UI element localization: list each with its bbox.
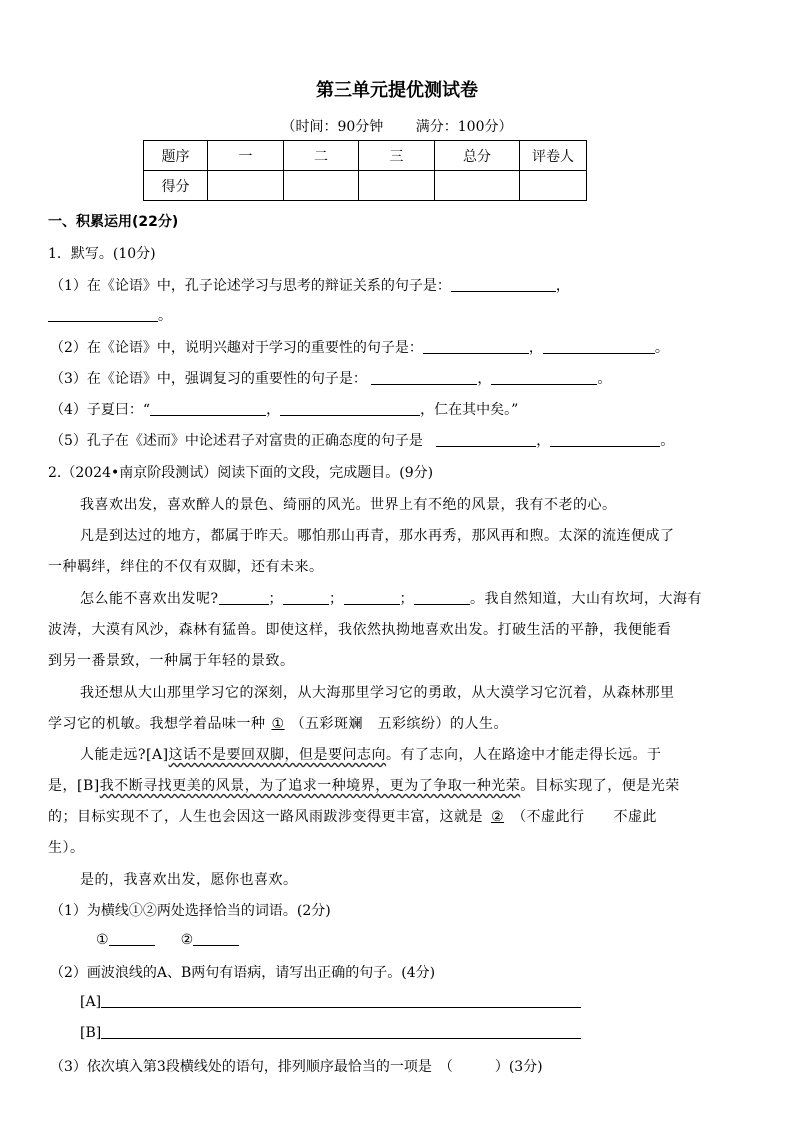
answer-blank[interactable] bbox=[48, 307, 158, 322]
question-2-sub-3: （3）依次填入第3段横线处的语句，排列顺序最恰当的一项是 （ ）(3分) bbox=[50, 1059, 543, 1075]
answer-label: [A] bbox=[80, 994, 102, 1010]
passage-text: ； bbox=[329, 591, 344, 607]
numbered-blank-1[interactable]: ① bbox=[271, 716, 285, 732]
answer-line[interactable] bbox=[101, 1024, 581, 1039]
item-text: 。 bbox=[158, 308, 172, 324]
answer-blank[interactable] bbox=[193, 931, 239, 946]
answer-blank[interactable] bbox=[371, 370, 477, 385]
question-1-item-2 bbox=[50, 337, 669, 357]
answer-label: [B] bbox=[80, 1025, 102, 1041]
exam-info bbox=[0, 116, 794, 136]
passage-paragraph-5-cont bbox=[48, 775, 680, 795]
item-text: （5）孔子在《述而》中论述君子对富贵的正确态度的句子是 bbox=[50, 433, 423, 449]
score-input-cell[interactable] bbox=[359, 171, 435, 201]
passage-text: 。有了志向，人在路途中才能走得长远。于 bbox=[386, 747, 662, 763]
score-header-cell: 三 bbox=[359, 141, 435, 171]
question-2-head: 2.（2024•南京阶段测试）阅读下面的文段，完成题目。(9分) bbox=[48, 465, 434, 481]
passage-text: 怎么能不喜欢出发呢? bbox=[80, 591, 219, 607]
answer-blank[interactable] bbox=[451, 277, 556, 292]
score-input-cell[interactable] bbox=[520, 171, 587, 201]
passage-text: 的；目标实现不了，人生也会因这一路风雨跋涉变得更丰富，这就是 bbox=[48, 809, 483, 825]
page-title: 第三单元提优测试卷 bbox=[316, 80, 478, 101]
full-score-info: 满分：100分） bbox=[415, 119, 513, 135]
answer-blank[interactable] bbox=[344, 590, 400, 605]
item-text: ， bbox=[477, 371, 492, 387]
passage-text: ； bbox=[268, 591, 284, 607]
score-header-cell: 题序 bbox=[144, 141, 208, 171]
question-2-sub-1: （1）为横线①②两处选择恰当的词语。(2分) bbox=[50, 903, 331, 919]
passage-paragraph-2-cont: 一种羁绊，绊住的不仅有双脚，还有未来。 bbox=[48, 559, 324, 575]
wavy-sentence-a: 这话不是要回双脚，但是要问志向 bbox=[168, 747, 387, 763]
item-text: （1）在《论语》中，孔子论述学习与思考的辩证关系的句子是： bbox=[50, 278, 451, 294]
question-2-sub-2-a bbox=[80, 993, 581, 1010]
passage-paragraph-5 bbox=[80, 744, 662, 764]
score-table-score-row bbox=[144, 171, 587, 201]
passage-paragraph-5-cont bbox=[48, 806, 657, 826]
passage-paragraph-4: 我还想从大山那里学习它的深刻，从大海那里学习它的勇敢，从大漠学习它沉着，从森林那里 bbox=[80, 685, 675, 701]
passage-paragraph-3-cont: 到另一番景致，一种属于年轻的景致。 bbox=[48, 653, 295, 669]
item-text: ，仁在其中矣。” bbox=[420, 402, 519, 418]
item-text: 。 bbox=[654, 340, 669, 356]
item-text: ， bbox=[266, 402, 281, 418]
item-text: （4）子夏曰：“ bbox=[50, 402, 151, 418]
score-header-cell: 评卷人 bbox=[520, 141, 587, 171]
answer-blank[interactable] bbox=[414, 590, 470, 605]
passage-text: 是，[B] bbox=[48, 778, 100, 794]
question-1-item-4 bbox=[50, 399, 518, 419]
passage-paragraph-2: 凡是到达过的地方，都属于昨天。哪怕那山再青，那水再秀，那风再和煦。太深的流连便成了 bbox=[80, 528, 675, 544]
item-text: ， bbox=[555, 278, 570, 294]
score-row-label: 得分 bbox=[144, 171, 208, 201]
answer-label: ① bbox=[96, 932, 109, 948]
item-text: （2）在《论语》中，说明兴趣对于学习的重要性的句子是： bbox=[50, 340, 423, 356]
section-heading: 一、积累运用(22分) bbox=[48, 214, 179, 230]
answer-label: ② bbox=[180, 932, 194, 948]
passage-text: 学习它的机敏。我想学着品味一种 bbox=[48, 716, 266, 732]
item-text: ， bbox=[528, 340, 543, 356]
score-input-cell[interactable] bbox=[435, 171, 520, 201]
answer-blank[interactable] bbox=[543, 339, 655, 354]
passage-text: （不虚此行 不虚此 bbox=[512, 809, 658, 825]
answer-blank[interactable] bbox=[283, 590, 329, 605]
question-1-item-1-cont bbox=[48, 305, 172, 325]
answer-blank[interactable] bbox=[219, 590, 269, 605]
passage-paragraph-3 bbox=[80, 588, 702, 608]
passage-paragraph-3-cont: 波涛，大漠有风沙，森林有猛兽。即使这样，我依然执拗地喜欢出发。打破生活的平静，我便能看 bbox=[48, 622, 672, 638]
item-text: ， bbox=[536, 433, 551, 449]
score-header-cell: 二 bbox=[284, 141, 359, 171]
answer-blank[interactable] bbox=[423, 339, 529, 354]
passage-paragraph-5-cont: 生）。 bbox=[48, 840, 85, 856]
passage-text: 人能走远?[A] bbox=[80, 747, 169, 763]
passage-text: 。目标实现了，便是光荣 bbox=[520, 778, 680, 794]
passage-text: 。我自然知道，大山有坎坷，大海有 bbox=[470, 591, 703, 607]
item-text: （3）在《论语》中，强调复习的重要性的句子是： bbox=[50, 371, 367, 387]
score-input-cell[interactable] bbox=[208, 171, 284, 201]
item-text: 。 bbox=[597, 371, 612, 387]
answer-blank[interactable] bbox=[280, 401, 420, 416]
answer-blank[interactable] bbox=[436, 432, 536, 447]
time-info: （时间：90分钟 bbox=[281, 119, 384, 135]
passage-text: ； bbox=[399, 591, 415, 607]
question-1-item-1 bbox=[50, 275, 570, 295]
wavy-sentence-b: 我不断寻找更美的风景，为了追求一种境界，更为了争取一种光荣 bbox=[99, 778, 521, 794]
question-2-sub-1-answers bbox=[96, 931, 239, 948]
question-2-sub-2: （2）画波浪线的A、B两句有语病，请写出正确的句子。(4分) bbox=[50, 965, 436, 981]
question-1-head: 1．默写。(10分) bbox=[48, 246, 156, 262]
score-table bbox=[143, 140, 587, 201]
score-table-header-row bbox=[144, 141, 587, 171]
passage-text: （五彩斑斓 五彩缤纷）的人生。 bbox=[290, 716, 509, 732]
score-input-cell[interactable] bbox=[284, 171, 359, 201]
numbered-blank-2[interactable]: ② bbox=[491, 809, 505, 825]
question-2-sub-2-b bbox=[80, 1024, 581, 1041]
passage-paragraph-6: 是的，我喜欢出发，愿你也喜欢。 bbox=[80, 872, 298, 888]
passage-paragraph-1: 我喜欢出发，喜欢醉人的景色、绮丽的风光。世界上有不绝的风景，我有不老的心。 bbox=[80, 497, 617, 513]
score-header-cell: 一 bbox=[208, 141, 284, 171]
question-1-item-5 bbox=[50, 430, 674, 450]
answer-blank[interactable] bbox=[150, 401, 266, 416]
answer-line[interactable] bbox=[101, 993, 581, 1008]
score-header-cell: 总分 bbox=[435, 141, 520, 171]
answer-blank[interactable] bbox=[491, 370, 597, 385]
passage-paragraph-4-cont bbox=[48, 713, 508, 733]
answer-blank[interactable] bbox=[109, 931, 155, 946]
item-text: 。 bbox=[660, 433, 675, 449]
answer-blank[interactable] bbox=[550, 432, 660, 447]
question-1-item-3 bbox=[50, 368, 611, 388]
